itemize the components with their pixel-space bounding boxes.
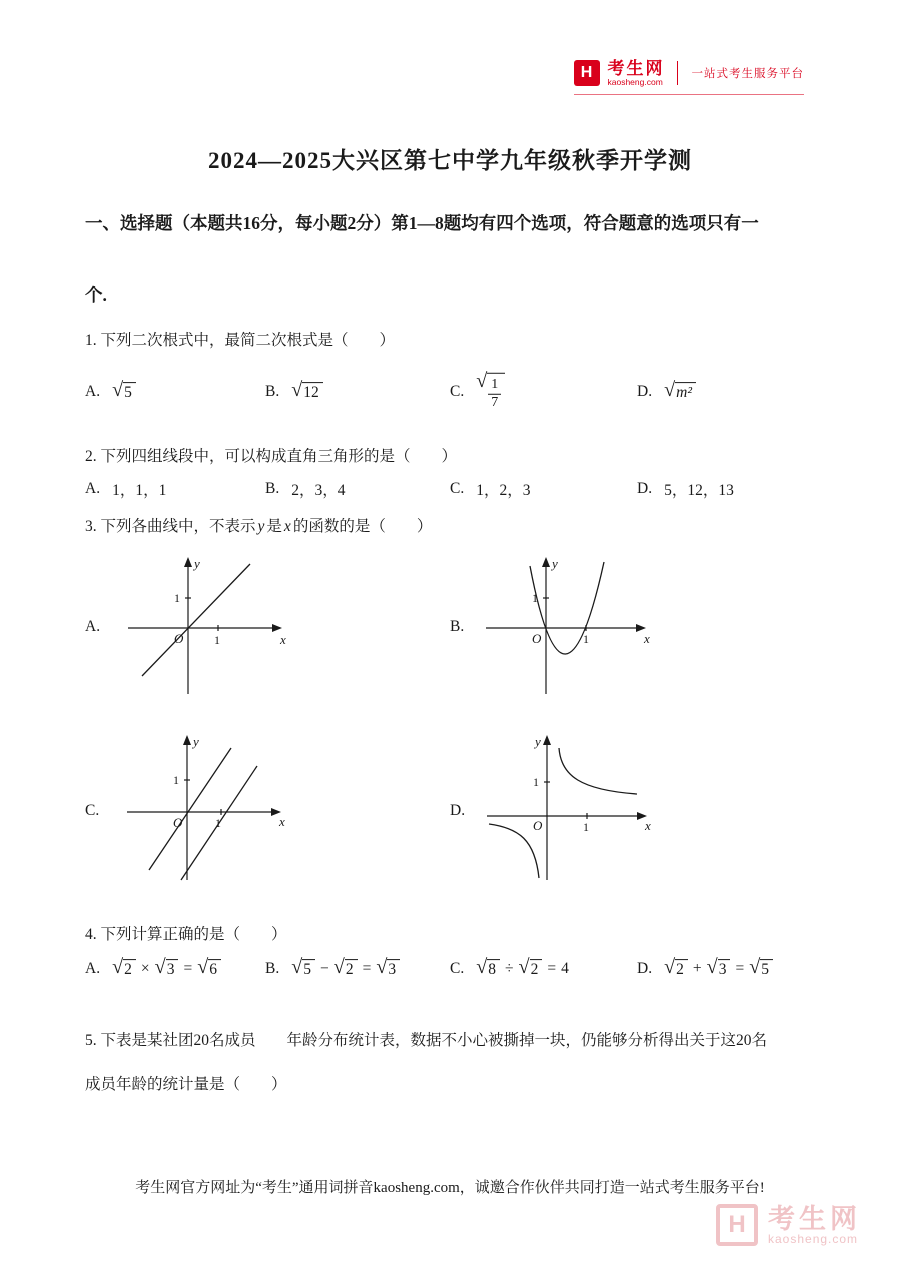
brand-domain: kaosheng.com	[607, 76, 663, 87]
brand-slogan: 一站式考生服务平台	[691, 68, 804, 81]
q2-option-a	[85, 478, 166, 500]
q4-option-b	[265, 956, 400, 979]
question-1-options	[85, 366, 840, 418]
y-axis-arrow	[183, 735, 191, 745]
curve-line-1	[149, 748, 231, 870]
q1-option-c	[450, 369, 505, 411]
y-tick-label: 1	[174, 591, 181, 605]
graph-label: D.	[450, 802, 466, 819]
origin-label: O	[533, 818, 543, 833]
option-label: C.	[450, 480, 465, 497]
graph-b	[450, 552, 659, 700]
option-value: 1，2，3	[476, 482, 531, 499]
y-axis-label: y	[535, 734, 541, 749]
q4-option-a	[85, 956, 221, 979]
option-label: D.	[637, 480, 653, 497]
x-tick-label: 1	[583, 820, 590, 834]
y-tick-label: 1	[173, 773, 180, 787]
graph-c-plot	[109, 728, 294, 886]
question-2-stem: 2. 下列四组线段中，可以构成直角三角形的是（ ）	[85, 448, 458, 465]
option-math: √ 5 − √ 2 = √ 3	[291, 959, 400, 979]
y-axis-label: y	[193, 734, 199, 749]
question-4-stem: 4. 下列计算正确的是（ ）	[85, 926, 287, 943]
option-label: B.	[265, 960, 280, 977]
y-axis-label: y	[552, 556, 558, 571]
graph-d-plot	[475, 728, 660, 886]
option-math: √ 12	[291, 382, 323, 402]
watermark-text	[768, 1205, 861, 1246]
watermark-title: 考生网	[768, 1203, 861, 1234]
option-label: C.	[450, 383, 465, 400]
option-value: 5，12，13	[664, 482, 734, 499]
question-1-stem: 1. 下列二次根式中，最简二次根式是（ ）	[85, 332, 396, 349]
option-label: A.	[85, 960, 101, 977]
graph-d	[450, 728, 660, 886]
y-tick-label: 1	[532, 591, 539, 605]
q2-option-c	[450, 478, 530, 500]
x-axis-label: x	[644, 631, 650, 646]
option-label: C.	[450, 960, 465, 977]
question-3-stem: 3. 下列各曲线中，不表示 y 是 x 的函数的是（ ）	[85, 518, 433, 535]
y-axis-label: y	[194, 556, 200, 571]
watermark-logo	[716, 1204, 861, 1246]
origin-label: O	[173, 815, 183, 830]
curve-hyperbola-q1	[559, 748, 637, 794]
brand-names	[608, 60, 665, 87]
option-label: B.	[265, 480, 280, 497]
curve-hyperbola-q3	[489, 824, 539, 878]
q1-option-d	[637, 379, 696, 402]
curve-line	[142, 564, 250, 676]
x-axis-label: x	[645, 818, 651, 833]
y-axis-arrow	[184, 557, 192, 567]
x-axis-arrow	[272, 624, 282, 632]
question-4-options	[85, 948, 840, 990]
option-label: D.	[637, 960, 653, 977]
watermark-domain: kaosheng.com	[768, 1231, 859, 1246]
section-heading-line2: 个.	[85, 285, 107, 305]
x-axis-label: x	[280, 632, 286, 647]
q2-option-d	[637, 478, 734, 500]
graph-label: B.	[450, 618, 465, 635]
kaosheng-watermark-icon: H	[716, 1204, 758, 1246]
q1-option-a	[85, 379, 136, 402]
question-5-stem-line2: 成员年龄的统计量是（ ）	[85, 1076, 287, 1093]
brand-logo	[574, 60, 805, 95]
graph-b-plot	[474, 552, 659, 700]
option-math: √ 2 + √ 3 = √ 5	[664, 959, 773, 979]
graph-c	[85, 728, 294, 886]
q1-option-b	[265, 379, 323, 402]
x-axis-label: x	[279, 814, 285, 829]
y-axis-arrow	[542, 557, 550, 567]
x-tick-label: 1	[214, 633, 221, 647]
x-tick-label: 1	[215, 816, 222, 830]
graph-label: A.	[85, 618, 101, 635]
q2-option-b	[265, 478, 345, 500]
q4-option-d	[637, 956, 773, 979]
option-value: 1，1，1	[112, 482, 167, 499]
origin-label: O	[532, 631, 542, 646]
option-label: A.	[85, 383, 101, 400]
y-axis-arrow	[543, 735, 551, 745]
option-math: √ 8 ÷ √ 2 = 4	[476, 956, 569, 979]
y-tick-label: 1	[533, 775, 540, 789]
footer-text: 考生网官方网址为“考生”通用词拼音kaosheng.com，诚邀合作伙伴共同打造一站式考生服务平台!	[135, 1180, 765, 1196]
option-math: √ $\frac{1}{7}$	[476, 373, 505, 411]
section-heading-line1: 一、选择题（本题共16分，每小题2分）第1—8题均有四个选项，符合题意的选项只有一	[85, 213, 759, 233]
question-5-stem-line1: 5. 下表是某社团20名成员 年龄分布统计表，数据不小心被撕掉一块，仍能够分析得出关于这20名	[85, 1032, 768, 1049]
graph-label: C.	[85, 802, 100, 819]
option-math: √ 5	[112, 382, 136, 402]
option-label: A.	[85, 480, 101, 497]
option-math: √ 2 × √ 3 = √ 6	[112, 959, 221, 979]
option-value: 2，3，4	[291, 482, 346, 499]
graph-a-plot	[110, 552, 295, 700]
graph-a	[85, 552, 295, 700]
q4-option-c	[450, 956, 569, 979]
question-2-options	[85, 474, 840, 504]
option-label: D.	[637, 383, 653, 400]
brand-title: 考生网	[607, 59, 665, 78]
x-tick-label: 1	[583, 632, 590, 646]
kaosheng-logo-icon: H	[574, 60, 600, 86]
option-label: B.	[265, 383, 280, 400]
origin-label: O	[174, 631, 184, 646]
exam-title: 2024—2025大兴区第七中学九年级秋季开学测	[208, 148, 692, 173]
brand-divider	[677, 61, 678, 85]
option-math: √ m²	[664, 382, 696, 402]
